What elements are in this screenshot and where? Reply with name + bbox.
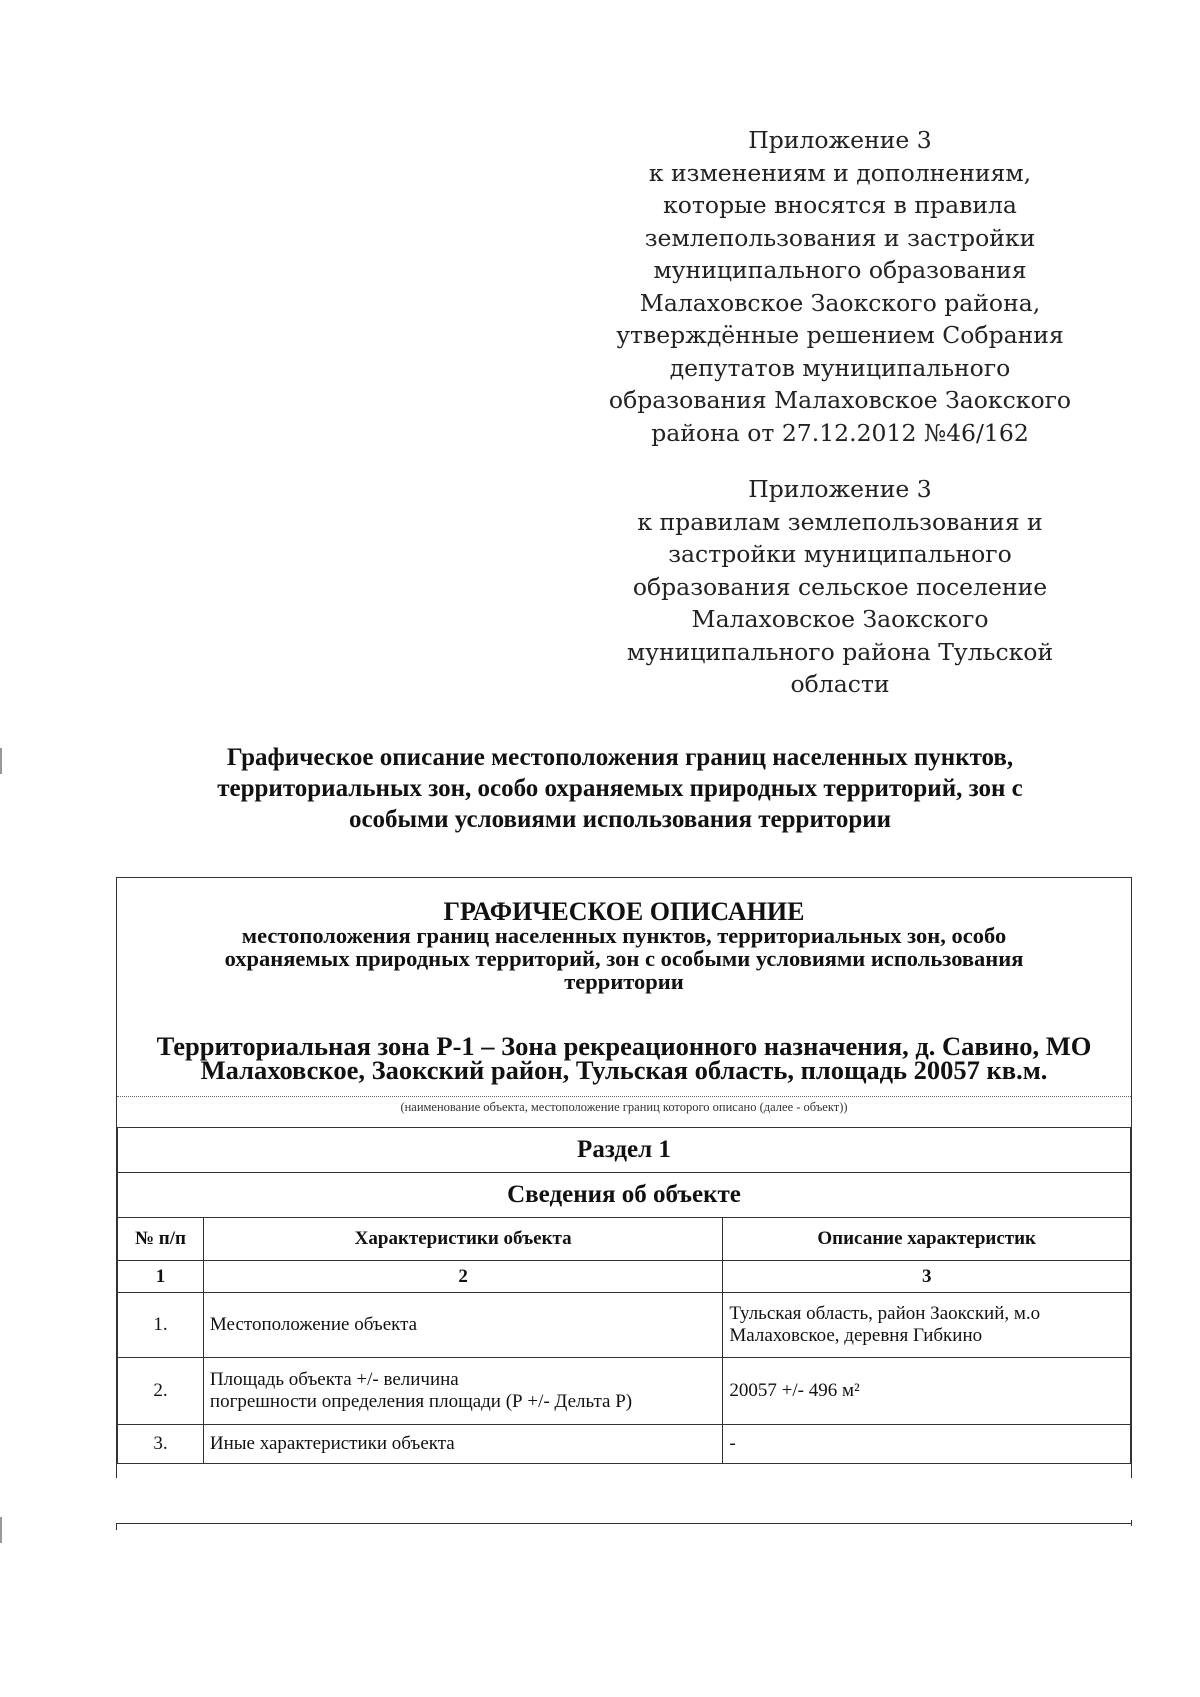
zone-description (117, 1031, 1131, 1085)
row-number: 1. (118, 1293, 204, 1358)
column-number: 1 (118, 1261, 204, 1293)
box-heading-block (117, 897, 1131, 994)
object-name-note: (наименование объекта, местоположение границ которого описано (далее - объект)) (400, 1100, 848, 1114)
table-row (118, 1425, 1131, 1464)
graphic-description-box (116, 877, 1132, 1478)
box-heading: ГРАФИЧЕСКОЕ ОПИСАНИЕ (443, 897, 805, 926)
row-characteristic: Местоположение объекта (203, 1293, 722, 1358)
row-description: 20057 +/- 496 м² (723, 1358, 1131, 1425)
appendix-line: Приложение 3 (748, 126, 932, 154)
dotted-divider (117, 1096, 1131, 1097)
title-line: особыми условиями использования территории (348, 806, 892, 833)
appendix-line: Малаховское Заокского (691, 605, 989, 633)
characteristic-line: Площадь объекта +/- величина (209, 1369, 459, 1390)
row-number: 3. (118, 1425, 204, 1464)
scan-edge-mark (0, 1517, 2, 1543)
table-row (118, 1358, 1131, 1425)
appendix-line: Приложение 3 (748, 475, 932, 503)
row-number: 2. (118, 1358, 204, 1425)
object-info-table (117, 1127, 1131, 1464)
scan-edge-mark (0, 748, 2, 774)
row-characteristic: Иные характеристики объекта (203, 1425, 722, 1464)
box-subheading-line: местоположения границ населенных пунктов, территориальных зон, особо (241, 923, 1007, 948)
title-line: территориальных зон, особо охраняемых природных территорий, зон с (217, 775, 1023, 802)
row-description (723, 1293, 1131, 1358)
zone-line: Территориальная зона Р-1 – Зона рекреационного назначения, д. Савино, МО (156, 1031, 1092, 1061)
document-title (120, 742, 1120, 835)
appendix-line: утверждённые решением Собрания (616, 321, 1064, 349)
header-number: № п/п (118, 1218, 204, 1261)
appendix-line: Малаховское Заокского района, (639, 288, 1041, 317)
appendix-line: области (790, 670, 890, 698)
appendix-line: застройки муниципального (668, 540, 1012, 568)
header-description: Описание характеристик (723, 1218, 1131, 1261)
appendix-line: землепользования и застройки (644, 223, 1036, 252)
column-number: 2 (203, 1261, 722, 1293)
appendix-line: муниципального района Тульской (626, 637, 1054, 666)
section-label: Раздел 1 (118, 1128, 1131, 1173)
appendix-line: которые вносятся в правила (663, 191, 1017, 219)
appendix-to-rules (560, 473, 1120, 701)
appendix-line: депутатов муниципального (669, 353, 1011, 382)
header-characteristic: Характеристики объекта (203, 1218, 722, 1261)
description-line: Малаховское, деревня Гибкино (729, 1325, 983, 1346)
row-description: - (723, 1425, 1131, 1464)
appendix-to-amendments (560, 124, 1120, 449)
appendix-line: к изменениям и дополнениям, (648, 158, 1032, 187)
appendix-line: района от 27.12.2012 №46/162 (651, 418, 1029, 447)
section-title: Сведения об объекте (118, 1173, 1131, 1218)
next-box-top-border (116, 1523, 1132, 1524)
characteristic-line: погрешности определения площади (Р +/- Дельта Р) (209, 1391, 633, 1412)
box-subheading-line: территории (564, 969, 684, 994)
column-number: 3 (723, 1261, 1131, 1293)
title-line: Графическое описание местоположения границ населенных пунктов, (226, 744, 1014, 771)
appendix-line: к правилам землепользования и (637, 507, 1043, 536)
appendix-line: образования сельское поселение (632, 572, 1048, 601)
appendix-line: муниципального образования (653, 256, 1027, 284)
zone-line: Малаховское, Заокский район, Тульская область, площадь 20057 кв.м. (200, 1055, 1048, 1085)
box-subheading-line: охраняемых природных территорий, зон с особыми условиями использования (224, 946, 1024, 971)
row-characteristic (203, 1358, 722, 1425)
description-line: Тульская область, район Заокский, м.о (729, 1303, 1041, 1324)
table-row (118, 1293, 1131, 1358)
appendix-line: образования Малаховское Заокского (608, 386, 1072, 414)
